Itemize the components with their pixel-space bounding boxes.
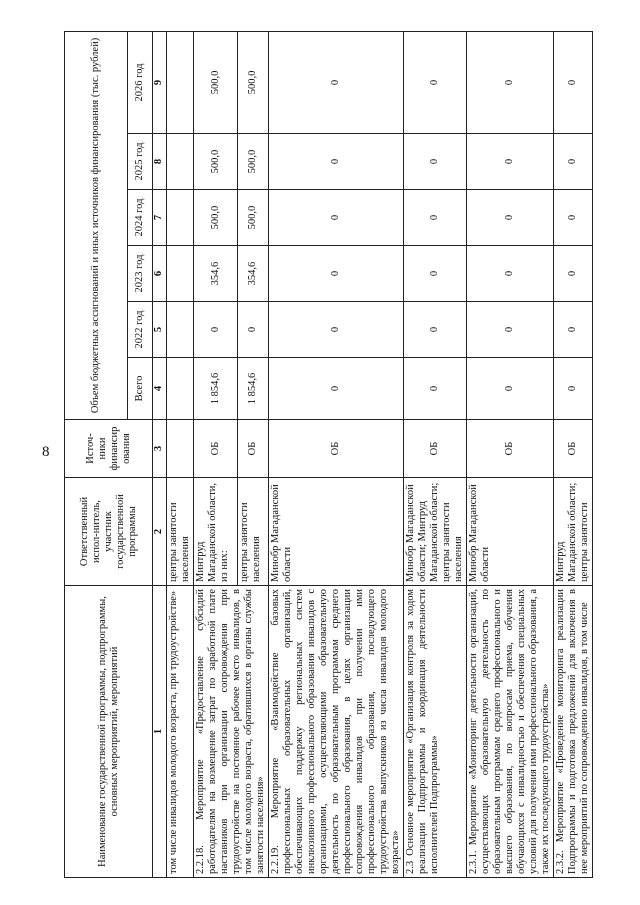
column-number: 3	[153, 420, 167, 478]
header-year: 2023 год	[128, 246, 153, 302]
row-value: 0	[404, 302, 467, 358]
row-value: 0	[404, 358, 467, 420]
row-value: 0	[554, 134, 593, 190]
row-value: 0	[467, 358, 554, 420]
row-value: 500,0	[238, 190, 269, 246]
table-row	[467, 31, 554, 877]
table-row	[404, 31, 467, 877]
row-executor: Минобр Магаданской области	[269, 478, 404, 586]
row-source: ОБ	[194, 420, 238, 478]
row-value: 500,0	[194, 31, 238, 133]
row-value: 0	[467, 302, 554, 358]
row-value: 1 854,6	[238, 358, 269, 420]
row-value: 0	[269, 302, 404, 358]
column-number: 5	[153, 302, 167, 358]
row-value: 0	[554, 190, 593, 246]
column-number: 1	[153, 586, 167, 878]
header-funding: Объем бюджетных ассигнований и иных источников финансирования (тыс. рублей)	[65, 31, 128, 419]
funding-table	[64, 31, 593, 878]
row-executor: центры занятости населения	[167, 478, 194, 586]
row-value: 0	[467, 190, 554, 246]
header-year: 2026 год	[128, 31, 153, 133]
column-number: 8	[153, 134, 167, 190]
row-value	[167, 134, 194, 190]
row-name: 2.3.1. Мероприятие «Мониторинг деятельности организаций, осуществляющих образовательную деятельность по образовательным программам среднего профессионального и высшего образования, по вопросам приема, обучения обучающихся с инвалидностью и обеспечения специальных условий для получения ими профессионального образования, а также их последующего трудоустройства»	[467, 586, 554, 878]
header-year: 2025 год	[128, 134, 153, 190]
header-source: Источ-ники финансир ования	[65, 420, 153, 478]
table-row	[554, 31, 593, 877]
row-value: 0	[269, 358, 404, 420]
row-name: 2.2.19. Мероприятие «Взаимодействие базовых профессиональных образовательных организаций, обеспечивающих поддержку региональных систем инклюзивного профессионального образования инвалидов с организациями, осуществляющими образовательную деятельность по образовательным программам среднего профессионального образования, в целях организации сопровождения инвалидов при получении ими профессионального образования, последующего трудоустройства выпускников из числа инвалидов молодого возраста»	[269, 586, 404, 878]
row-value: 500,0	[194, 134, 238, 190]
row-value: 0	[467, 31, 554, 133]
row-value: 0	[404, 246, 467, 302]
table-row	[194, 31, 238, 877]
row-value: 500,0	[194, 190, 238, 246]
row-value: 500,0	[238, 31, 269, 133]
column-number: 6	[153, 246, 167, 302]
row-name: 2.2.18. Мероприятие «Предоставление субсидий работодателям на возмещение затрат по заработной плате наставников при организации сопровождения при трудоустройстве на постоянное рабочее место инвалидов, в том числе молодого возраста, обратившихся в органы службы занятости населения»	[194, 586, 269, 878]
row-value: 0	[554, 31, 593, 133]
column-number: 9	[153, 31, 167, 133]
row-value	[167, 302, 194, 358]
column-number: 2	[153, 478, 167, 586]
row-value: 0	[404, 31, 467, 133]
row-source: ОБ	[238, 420, 269, 478]
table-row	[167, 31, 194, 877]
row-source: ОБ	[404, 420, 467, 478]
row-executor: Минобр Магаданской области; Минтруд Магаданской области; центры занятости населения	[404, 478, 467, 586]
row-value	[167, 31, 194, 133]
row-value: 0	[269, 134, 404, 190]
header-name: Наименование государственной программы, подпрограммы, основных мероприятий, мероприятий	[65, 586, 153, 878]
rotated-table-container	[64, 32, 590, 878]
row-value	[167, 246, 194, 302]
row-executor: Минобр Магаданской области	[467, 478, 554, 586]
column-number: 4	[153, 358, 167, 420]
row-name: том числе инвалидов молодого возраста, при трудоустройстве»	[167, 586, 194, 878]
row-source: ОБ	[467, 420, 554, 478]
row-value: 0	[467, 134, 554, 190]
row-value: 0	[404, 190, 467, 246]
row-value: 0	[238, 302, 269, 358]
row-value: 0	[269, 190, 404, 246]
row-value	[167, 358, 194, 420]
row-executor: Минтруд Магаданской области, из них:	[194, 478, 238, 586]
row-value: 354,6	[238, 246, 269, 302]
row-value	[167, 190, 194, 246]
row-value: 0	[269, 31, 404, 133]
row-value: 0	[554, 358, 593, 420]
row-name: 2.3.2. Мероприятие «Проведение мониторинга реализации Подпрограммы и подготовка предложений для включения в нее мероприятий по сопровождению инвалидов, в том числе	[554, 586, 593, 878]
row-value: 1 854,6	[194, 358, 238, 420]
row-value: 0	[554, 246, 593, 302]
row-value: 0	[467, 246, 554, 302]
row-value: 0	[194, 302, 238, 358]
header-year: 2022 год	[128, 302, 153, 358]
row-value: 0	[554, 302, 593, 358]
row-name: 2.3 Основное мероприятие «Организация контроля за ходом реализации Подпрограммы и координация деятельности исполнителей Подпрограммы»	[404, 586, 467, 878]
header-total: Всего	[128, 358, 153, 420]
row-value: 500,0	[238, 134, 269, 190]
column-number: 7	[153, 190, 167, 246]
row-source: ОБ	[269, 420, 404, 478]
row-source: ОБ	[554, 420, 593, 478]
row-executor: Минтруд Магаданской области; центры занятости	[554, 478, 593, 586]
header-year: 2024 год	[128, 190, 153, 246]
row-value: 0	[404, 134, 467, 190]
row-value: 354,6	[194, 246, 238, 302]
column-numbers-row	[153, 31, 167, 877]
row-value: 0	[269, 246, 404, 302]
table-row	[269, 31, 404, 877]
row-executor: центры занятости населения	[238, 478, 269, 586]
row-source	[167, 420, 194, 478]
header-executor: Ответственный испол-нитель, участник государственной программы	[65, 478, 153, 586]
page-number: 8	[42, 444, 50, 460]
